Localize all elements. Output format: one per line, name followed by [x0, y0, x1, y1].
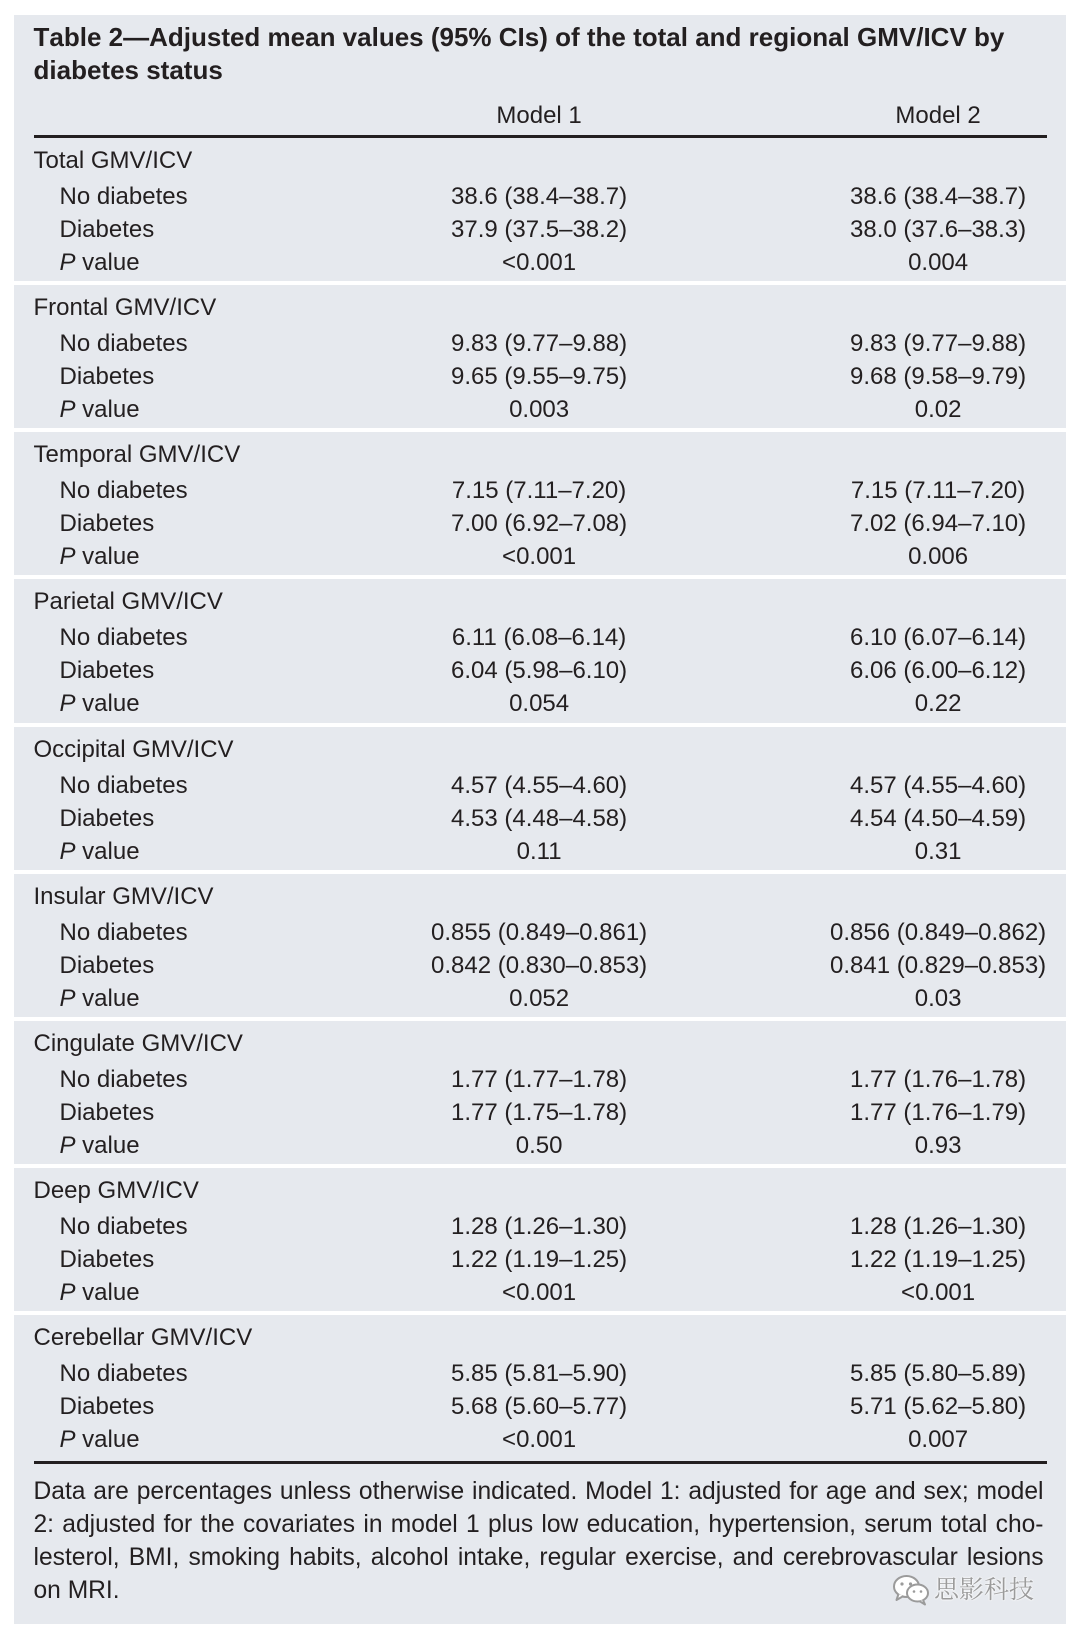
row-label: No diabetes — [59, 182, 188, 210]
row-label: No diabetes — [59, 330, 188, 357]
model-1-value: 5.68 (5.60–5.77) — [451, 1393, 628, 1421]
row-no-diabetes — [34, 327, 1047, 360]
row-no-diabetes — [34, 474, 1047, 507]
model-1-value: 9.83 (9.77–9.88) — [451, 330, 628, 357]
row-label: P value — [59, 1279, 140, 1307]
row-label: No diabetes — [59, 624, 188, 652]
row-diabetes — [34, 360, 1047, 393]
model-1-value: 4.57 (4.55–4.60) — [451, 771, 628, 799]
model-2-value: 0.02 — [914, 396, 962, 423]
table-title: Table 2—Adjusted mean values (95% CIs) of the total and regional GMV/ICV by diabetes status — [33, 22, 1005, 86]
row-p-value — [34, 246, 1047, 279]
section-occipital-gmv — [14, 727, 1066, 874]
section-insular-gmv — [14, 874, 1066, 1021]
model-2-value: 1.28 (1.26–1.30) — [850, 1213, 1027, 1241]
section-frontal-gmv — [14, 285, 1066, 432]
model-2-value: 0.841 (0.829–0.853) — [830, 951, 1047, 979]
row-label: Diabetes — [59, 951, 155, 979]
model-2-value: 5.71 (5.62–5.80) — [850, 1393, 1027, 1421]
model-1-value: 0.054 — [509, 690, 570, 718]
model-2-value: 0.31 — [914, 837, 962, 865]
model-1-value: 7.00 (6.92–7.08) — [451, 510, 628, 538]
row-diabetes — [34, 507, 1047, 540]
model-2-value: 6.10 (6.07–6.14) — [850, 624, 1027, 652]
row-label: P value — [59, 396, 140, 423]
model-2-value: 4.54 (4.50–4.59) — [850, 804, 1027, 832]
row-label: P value — [59, 1131, 140, 1159]
model-1-value: <0.001 — [502, 543, 577, 571]
model-2-value: 0.856 (0.849–0.862) — [830, 918, 1047, 946]
model-2-value: 5.85 (5.80–5.89) — [850, 1360, 1027, 1388]
model-2-value: 7.15 (7.11–7.20) — [850, 477, 1026, 505]
row-p-value — [34, 687, 1047, 720]
row-label: No diabetes — [59, 1360, 188, 1388]
model-2-value: 4.57 (4.55–4.60) — [850, 771, 1027, 799]
model-2-value: 1.77 (1.76–1.78) — [850, 1065, 1027, 1093]
row-p-value — [34, 1276, 1047, 1309]
row-no-diabetes — [34, 180, 1047, 213]
table-footnote: Data are percentages unless otherwise indicated. Model 1: adjusted for age and sex; model 2: adjusted for the covariates in model 1 plus low education, hypertension, serum total cholesterol, BMI, smoking habits, alcohol intake, regular exercise, and cerebrovascular lesions on MRI. — [33, 1477, 1044, 1605]
column-header-row — [34, 99, 1047, 132]
table-panel — [14, 15, 1066, 1624]
model-1-value: <0.001 — [502, 248, 577, 276]
model-2-value: 0.004 — [908, 248, 969, 276]
row-label: P value — [59, 837, 140, 865]
model-1-value: 4.53 (4.48–4.58) — [451, 804, 628, 832]
model-2-value: 6.06 (6.00–6.12) — [850, 657, 1027, 685]
model-2-value: 0.007 — [908, 1426, 969, 1454]
row-diabetes — [34, 213, 1047, 246]
section-title: Cerebellar GMV/ICV — [33, 1324, 253, 1352]
model-1-value: 6.04 (5.98–6.10) — [451, 657, 628, 685]
section-title: Deep GMV/ICV — [33, 1177, 199, 1205]
row-diabetes — [34, 654, 1047, 687]
row-diabetes — [34, 1390, 1047, 1423]
row-p-value — [34, 1423, 1047, 1456]
model-1-value: <0.001 — [502, 1279, 577, 1307]
model-1-value: 5.85 (5.81–5.90) — [451, 1360, 628, 1388]
section-cingulate-gmv — [14, 1021, 1066, 1168]
model-2-value: 0.006 — [908, 543, 969, 571]
row-label: Diabetes — [59, 804, 155, 832]
row-label: No diabetes — [59, 918, 188, 946]
model-1-value: 9.65 (9.55–9.75) — [451, 363, 628, 390]
model-1-value: 1.22 (1.19–1.25) — [451, 1246, 628, 1274]
model-2-value: 38.0 (37.6–38.3) — [850, 215, 1027, 243]
row-no-diabetes — [34, 1210, 1047, 1243]
row-label: Diabetes — [59, 1098, 155, 1126]
row-label: No diabetes — [59, 1213, 188, 1241]
row-label: No diabetes — [59, 771, 188, 799]
model-1-value: 0.052 — [509, 984, 570, 1012]
row-diabetes — [34, 1096, 1047, 1129]
model-2-value: 1.22 (1.19–1.25) — [850, 1246, 1027, 1274]
model-2-value: 9.83 (9.77–9.88) — [850, 330, 1027, 357]
row-diabetes — [34, 949, 1047, 982]
row-diabetes — [34, 802, 1047, 835]
row-p-value — [34, 1129, 1047, 1162]
model-2-value: <0.001 — [901, 1279, 976, 1307]
section-parietal-gmv — [14, 579, 1066, 726]
row-p-value — [34, 835, 1047, 868]
model-2-value: 0.22 — [914, 690, 962, 718]
wechat-icon — [892, 1574, 930, 1606]
model-1-value: 38.6 (38.4–38.7) — [451, 182, 628, 210]
bottom-rule — [34, 1461, 1047, 1464]
row-label: No diabetes — [59, 1065, 188, 1093]
model-1-value: 1.77 (1.77–1.78) — [451, 1065, 628, 1093]
model-2-value: 38.6 (38.4–38.7) — [850, 182, 1027, 210]
row-no-diabetes — [34, 769, 1047, 802]
row-no-diabetes — [34, 621, 1047, 654]
model-1-value: 37.9 (37.5–38.2) — [451, 215, 628, 243]
section-title: Temporal GMV/ICV — [33, 441, 241, 469]
model-1-value: 0.50 — [515, 1131, 563, 1159]
row-no-diabetes — [34, 916, 1047, 949]
column-header-model-2: Model 2 — [895, 101, 981, 129]
model-1-value: <0.001 — [502, 1426, 577, 1454]
model-1-value: 0.003 — [509, 396, 570, 423]
row-label: P value — [59, 690, 140, 718]
row-diabetes — [34, 1243, 1047, 1276]
column-header-model-1: Model 1 — [496, 101, 582, 129]
model-1-value: 0.11 — [516, 837, 562, 865]
row-label: P value — [59, 543, 140, 571]
model-2-value: 1.77 (1.76–1.79) — [850, 1098, 1027, 1126]
row-label: Diabetes — [59, 657, 155, 685]
row-label: Diabetes — [59, 1246, 155, 1274]
model-1-value: 1.28 (1.26–1.30) — [451, 1213, 628, 1241]
row-label: Diabetes — [59, 510, 155, 538]
section-temporal-gmv — [14, 432, 1066, 579]
row-p-value — [34, 393, 1047, 426]
section-cerebellar-gmv — [14, 1315, 1066, 1458]
model-2-value: 7.02 (6.94–7.10) — [850, 510, 1027, 538]
row-label: No diabetes — [59, 477, 188, 505]
model-1-value: 6.11 (6.08–6.14) — [451, 624, 627, 652]
model-1-value: 0.855 (0.849–0.861) — [431, 918, 648, 946]
model-1-value: 0.842 (0.830–0.853) — [431, 951, 648, 979]
section-title: Frontal GMV/ICV — [33, 294, 217, 321]
model-2-value: 9.68 (9.58–9.79) — [850, 363, 1027, 390]
row-label: P value — [59, 1426, 140, 1454]
row-no-diabetes — [34, 1357, 1047, 1390]
section-title: Cingulate GMV/ICV — [33, 1029, 243, 1057]
row-label: Diabetes — [59, 363, 155, 390]
row-no-diabetes — [34, 1063, 1047, 1096]
section-title: Parietal GMV/ICV — [33, 588, 223, 616]
section-deep-gmv — [14, 1168, 1066, 1315]
row-label: Diabetes — [59, 1393, 155, 1421]
section-title: Occipital GMV/ICV — [33, 735, 234, 763]
row-p-value — [34, 540, 1047, 573]
section-total-gmv — [14, 138, 1066, 285]
row-label: P value — [59, 984, 140, 1012]
section-title: Insular GMV/ICV — [33, 882, 214, 910]
watermark — [892, 1573, 1062, 1607]
row-label: Diabetes — [59, 215, 155, 243]
row-p-value — [34, 982, 1047, 1015]
model-2-value: 0.03 — [914, 984, 962, 1012]
watermark-text: 思影科技 — [934, 1575, 1035, 1604]
model-1-value: 1.77 (1.75–1.78) — [451, 1098, 628, 1126]
section-title: Total GMV/ICV — [33, 146, 193, 174]
model-1-value: 7.15 (7.11–7.20) — [451, 477, 627, 505]
row-label: P value — [59, 248, 140, 276]
model-2-value: 0.93 — [914, 1131, 962, 1159]
